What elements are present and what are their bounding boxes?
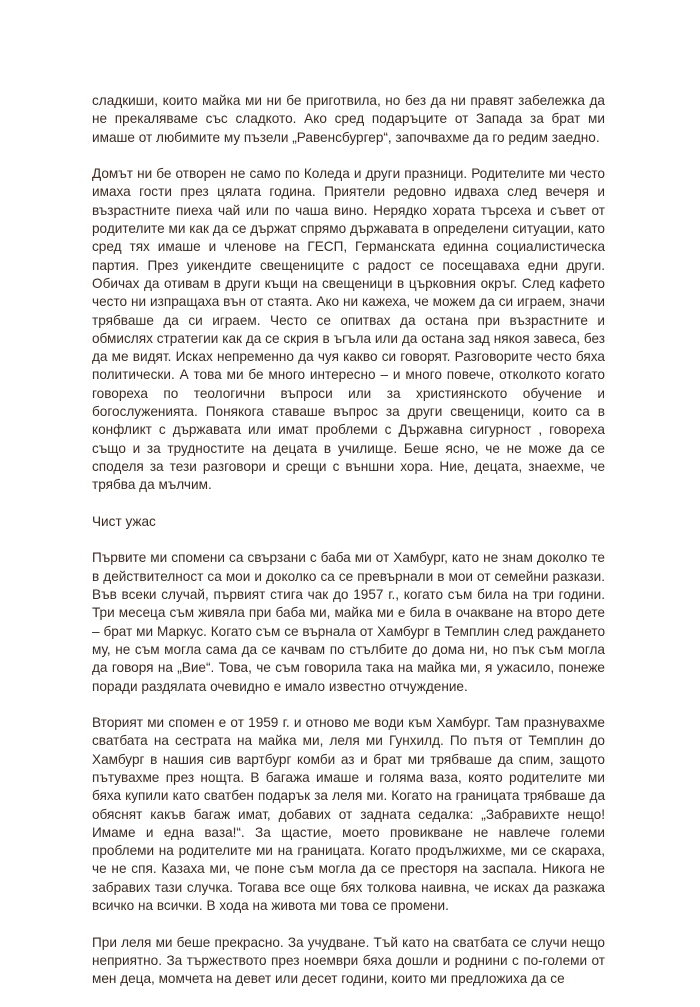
paragraph-1: сладкиши, които майка ми ни бе приготвила, но без да ни правят забележка да не прекаляваме със сладкото. Ако сред подаръците от Запада за брат ми имаше от любимите му пъзели „Равенсбургер“, започвахме да го редим заедно. xyxy=(92,93,605,145)
paragraph-5: При леля ми беше прекрасно. За учудване. Тъй като на сватбата се случи нещо неприятно. За тържеството през ноември бяха дошли и роднини с по-големи от мен деца, момчета на девет или десет години, които ми предложиха да се xyxy=(92,934,605,987)
paragraph-4: Вторият ми спомен е от 1959 г. и отново ме води към Хамбург. Там празнувахме сватбата на сестрата на майка ми, леля ми Гунхилд. По пътя от Темплин до Хамбург в нашия сив вартбург комби аз и брат ми трябваше да спим, защото пътувахме през нощта. В багажа имаше и голяма ваза, която родителите ми бяха купили като сватбен подарък за леля ми. Когато на границата трябваше да обяснят какъв багаж имат, добавих от задната седалка: „Забравихте нещо! Имаме и една ваза!“. За щастие, моето провикване не навлече големи проблеми на родителите ми на границата. Когато продължихме, ми се скараха, че не спя. Казаха ми, че поне съм могла да се престоря на заспала. Никога не забравих тази случка. Тогава все още бях толкова наивна, че исках да разкажа всичко на всички. В хода на живота ми това се промени. xyxy=(92,715,605,914)
section-heading: Чист ужас xyxy=(92,513,156,529)
document-body xyxy=(92,92,605,1007)
paragraph-3: Първите ми спомени са свързани с баба ми от Хамбург, като не знам доколко те в действителност са мои и доколко са се превърнали в мои от семейни разкази. Във всеки случай, първият стига чак до 1957 г., когато съм била на три години. Три месеца съм живяла при баба ми, майка ми е била в очакване на второ дете – брат ми Маркус. Когато съм се върнала от Хамбург в Темплин след раждането му, не съм могла сама да се качвам по стълбите до дома ни, но пък съм могла да говоря на „Вие“. Това, че съм говорила така на майка ми, я ужасило, понеже поради раздялата очевидно е имало известно отчуждение. xyxy=(92,550,605,694)
paragraph-2: Домът ни бе отворен не само по Коледа и други празници. Родителите ми често имаха гости през цялата година. Приятели редовно идваха след вечеря и възрастните пиеха чай или по чаша вино. Нерядко хората търсеха и съвет от родителите ми как да се държат спрямо държавата в определени ситуации, като сред тях имаше и членове на ГЕСП, Германската единна социалистическа партия. През уикендите свещениците с радост се посещаваха едни други. Обичах да отивам в други къщи на свещеници в църковния окръг. След кафето често ни изпращаха вън от стаята. Ако ни кажеха, че можем да си играем, значи трябваше да си играем. Често се опитвах да остана при възрастните и обмислях стратегии как да се скрия в ъгъла или да остана зад някоя завеса, без да ме видят. Исках непременно да чуя какво си говорят. Разговорите често бяха политически. А това ми бе много интересно – и много повече, отколкото когато говореха по теологични въпроси или за християнското обучение и богослуженията. Понякога ставаше въпрос за други свещеници, които са в конфликт с държавата или имат проблеми с Държавна сигурност , говореха също и за трудностите на децата в училище. Беше ясно, че не може да се споделя за тези разговори и срещи с външни хора. Ние, децата, знаехме, че трябва да мълчим. xyxy=(92,166,605,493)
